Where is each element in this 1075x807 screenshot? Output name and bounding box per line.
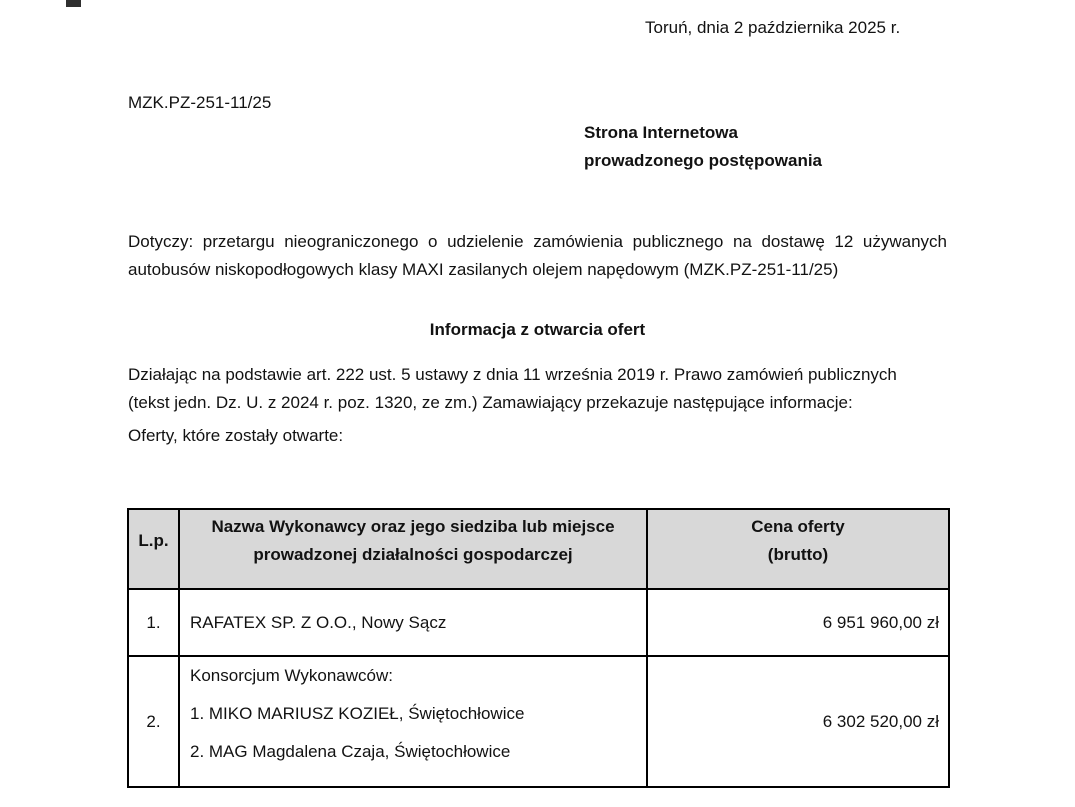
- date-line: Toruń, dnia 2 października 2025 r.: [645, 18, 901, 37]
- subject-line-2: autobusów niskopodłogowych klasy MAXI zasilanych olejem napędowym (MZK.PZ-251-11/25): [128, 260, 839, 279]
- row-1-contractor: RAFATEX SP. Z O.O., Nowy Sącz: [179, 589, 647, 656]
- row-2-lp: 2.: [128, 656, 179, 787]
- row-2-contractor: [179, 656, 647, 787]
- row-2-contractor-line-1: Konsorcjum Wykonawców:: [190, 666, 393, 685]
- table-header-row: [128, 509, 949, 589]
- legal-basis-paragraph: [128, 361, 947, 417]
- subject-line-1: Dotyczy: przetargu nieograniczonego o udzielenie zamówienia publicznego na dostawę 12 używanych: [128, 232, 947, 251]
- offers-intro: Oferty, które zostały otwarte:: [128, 426, 344, 445]
- header-price: [647, 509, 949, 589]
- addressee-line-2: prowadzonego postępowania: [584, 151, 823, 170]
- subject-paragraph: [128, 228, 947, 284]
- offers-table: [127, 508, 950, 788]
- row-1-price: 6 951 960,00 zł: [647, 589, 949, 656]
- header-lp: L.p.: [128, 509, 179, 589]
- header-contractor: Nazwa Wykonawcy oraz jego siedziba lub miejsce prowadzonej działalności gospodarczej: [179, 509, 647, 589]
- scan-artifact-mark: [66, 0, 81, 7]
- reference-number: MZK.PZ-251-11/25: [128, 93, 272, 112]
- table-row: [128, 656, 949, 787]
- legal-basis-line-2: (tekst jedn. Dz. U. z 2024 r. poz. 1320, ze zm.) Zamawiający przekazuje następujące informacje:: [128, 393, 853, 412]
- row-1-lp: 1.: [128, 589, 179, 656]
- header-price-line-2: (brutto): [767, 545, 829, 564]
- addressee-block: [584, 119, 822, 175]
- section-title: Informacja z otwarcia ofert: [429, 320, 646, 339]
- addressee-line-1: Strona Internetowa: [584, 123, 738, 142]
- table-row: [128, 589, 949, 656]
- row-2-price: 6 302 520,00 zł: [647, 656, 949, 787]
- header-price-line-1: Cena oferty: [751, 517, 845, 536]
- row-2-contractor-line-2: 1. MIKO MARIUSZ KOZIEŁ, Świętochłowice: [190, 704, 525, 723]
- legal-basis-line-1: Działając na podstawie art. 222 ust. 5 ustawy z dnia 11 września 2019 r. Prawo zamówień publicznych: [128, 365, 897, 384]
- row-2-contractor-line-3: 2. MAG Magdalena Czaja, Świętochłowice: [190, 742, 511, 761]
